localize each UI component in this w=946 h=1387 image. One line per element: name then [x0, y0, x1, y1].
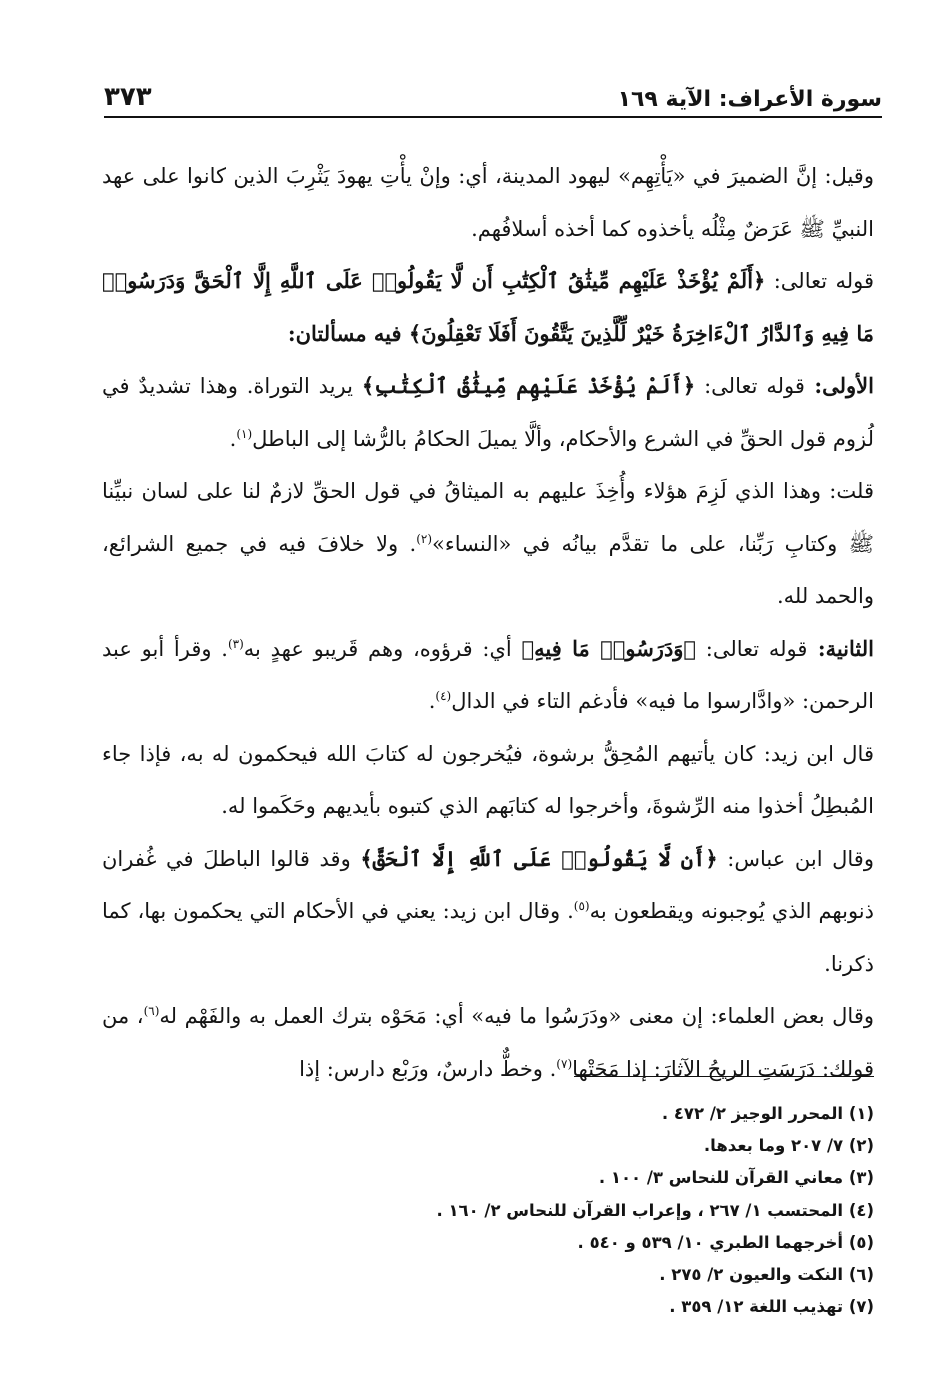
paragraph-6	[102, 728, 874, 833]
paragraph-lead: قوله تعالى:	[695, 374, 805, 398]
quran-verse: ﴿وَدَرَسُوا۟ مَا فِيهِ﴾	[521, 635, 697, 661]
footnote-ref: (٤)	[435, 689, 452, 703]
paragraph-text: أي: قرؤوه، وهم قَريبو عهدٍ به	[243, 636, 522, 661]
footnote-ref: (٦)	[143, 1004, 160, 1018]
paragraph-text-2: ، من قولك: دَرَسَتِ الريحُ الآثارَ: إذا مَحَتْها	[102, 1004, 874, 1081]
issue-label: الأولى:	[804, 373, 874, 398]
quran-verse: ﴿أَلَمْ يُؤْخَذْ عَلَيْهِم مِّيثَٰقُ ٱلْكِتَٰبِ أَن لَّا يَقُولُوا۟ عَلَى ٱللَّهِ إِلَّا ٱلْحَقَّ وَدَرَسُوا۟ مَا فِيهِ وَٱلدَّارُ ٱلْءَاخِرَةُ خَيْرٌ لِّلَّذِينَ يَتَّقُونَ أَفَلَا تَعْقِلُونَ﴾	[102, 268, 874, 346]
footnote: (٥) أخرجهما الطبري ١٠/ ٥٣٩ و ٥٤٠ .	[577, 1232, 874, 1252]
footnote: (٦) النكت والعيون ٢/ ٢٧٥ .	[659, 1265, 874, 1285]
footnote-ref: (٣)	[227, 636, 244, 651]
footnote-ref: (٥)	[573, 899, 590, 913]
paragraph-5	[102, 623, 874, 728]
quran-verse: ﴿أَلَمْ يُؤْخَذْ عَلَيْهِم مِّيثَٰقُ ٱلْكِتَٰبِ﴾	[361, 373, 696, 398]
paragraph-1	[102, 150, 874, 255]
page-header	[104, 78, 882, 118]
paragraph-lead: قوله تعالى:	[765, 269, 874, 293]
footnote-ref: (١)	[236, 426, 253, 441]
footnote-ref: (٢)	[416, 531, 433, 546]
footnote: (٧) تهذيب اللغة ١٢/ ٣٥٩ .	[669, 1297, 874, 1317]
paragraph-text: قال ابن زيد: كان يأتيهم المُحِقُّ برشوة، فيُخرجون له كتابَ الله فيحكمون له به، فإذا جاء المُبطِلُ أخذوا منه الرِّشوةَ، وأخرجوا له كتابَهم الذي كتبوه بأيديهم وحَكَموا له.	[102, 741, 874, 818]
footnote: (٣) معاني القرآن للنحاس ٣/ ١٠٠ .	[598, 1168, 874, 1188]
footnotes	[102, 1098, 874, 1323]
paragraph-lead: وقال ابن عباس:	[717, 846, 874, 871]
footnote-ref: (٧)	[556, 1056, 573, 1071]
paragraph-text: وقيل: إنَّ الضميرَ في «يَأْتِهِم» ليهود المدينة، أي: وإنْ يأْتِ يهودَ يَثْرِبَ الذين كانوا على عهد النبيِّ ﷺ عَرَضٌ مِثْلُه يأخذوه كما أخذه أسلافُهم.	[102, 164, 874, 241]
running-title: سورة الأعراف: الآية ١٦٩	[617, 87, 882, 112]
paragraph-text: يريد التوراة. وهذا تشديدٌ في لُزوم قول الحقِّ في الشرع والأحكام، وألَّا يميلَ الحكامُ بالرُّشا إلى الباطل	[102, 374, 874, 451]
issue-label: الثانية:	[807, 635, 874, 661]
paragraph-text: قلت: وهذا الذي لَزِمَ هؤلاء وأُخِذَ عليهم به الميثاقُ في قول الحقِّ لازمٌ لنا على لسان نبيِّنا ﷺ وكتابِ رَبِّنا، على ما تقدَّم بيانُه في «النساء»	[102, 479, 874, 556]
paragraph-end: .	[229, 426, 237, 451]
footnote: (٢) ٧/ ٢٠٧ وما بعدها.	[703, 1136, 874, 1156]
paragraph-end: . وخطٌّ دارسٌ، ورَبْع دارس: إذا	[299, 1056, 557, 1081]
main-text	[102, 150, 874, 1095]
paragraph-end: . ولا خلافَ فيه في جميع الشرائع، والحمد لله.	[102, 531, 874, 608]
paragraph-lead: قوله تعالى:	[696, 636, 808, 661]
footnote-separator	[574, 1076, 874, 1077]
footnote: (١) المحرر الوجيز ٢/ ٤٧٢ .	[661, 1104, 874, 1123]
paragraph-2	[102, 255, 874, 360]
paragraph-end: .	[428, 689, 436, 713]
paragraph-tail: فيه مسألتان:	[287, 320, 409, 346]
paragraph-7	[102, 833, 874, 991]
paragraph-end: . وقال ابن زيد: يعني في الأحكام التي يحكمون بها، كما ذكرنا.	[102, 899, 874, 976]
paragraph-text-2: . وقرأ أبو عبد الرحمن: «وادَّارسوا ما فيه» فأدغم التاء في الدال	[102, 636, 874, 713]
paragraph-3	[102, 360, 874, 465]
quran-verse: ﴿أَن لَّا يَقُولُوا۟ عَلَى ٱللَّهِ إِلَّا ٱلْحَقَّ﴾	[360, 845, 718, 871]
paragraph-text: وقد قالوا الباطلَ في غُفران ذنوبهم الذي يُوجبونه ويقطعون به	[102, 846, 874, 923]
paragraph-4	[102, 465, 874, 623]
paragraph-text: وقال بعض العلماء: إن معنى «ودَرَسُوا ما فيه» أي: مَحَوْه بترك العمل به والفَهْم له	[159, 1004, 874, 1028]
footnote: (٤) المحتسب ١/ ٢٦٧ ، وإعراب القرآن للنحاس ٢/ ١٦٠ .	[436, 1200, 874, 1220]
paragraph-8	[102, 990, 874, 1095]
page-number: ٣٧٣	[104, 82, 152, 112]
